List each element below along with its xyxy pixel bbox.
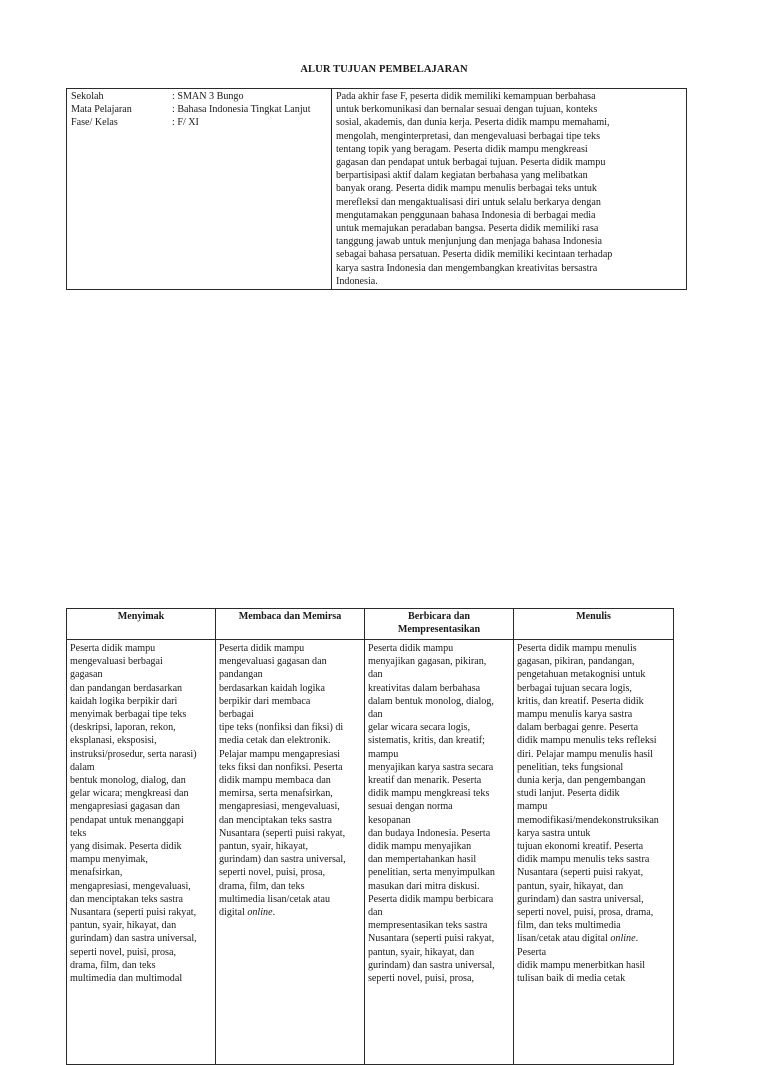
description-line: banyak orang. Peserta didik mampu menulis berbagai teks untuk [336,183,597,195]
column-line: mampu menulis karya sastra [517,709,633,721]
column-line: multimedia dan multimodal [70,973,183,985]
column-line: kreatif dan menarik. Peserta [368,775,482,787]
column-line: dan [368,907,383,919]
column-line: penelitian, teks fungsional [517,761,624,773]
column-line: Peserta didik mampu menulis [517,643,637,654]
elements-table [66,608,674,1065]
column-text [219,642,361,1052]
column-line: dunia kerja, dan pengembangan [517,775,646,787]
column-line: seperti novel, puisi, prosa, [368,973,474,985]
column-line: dan [368,669,383,681]
column-line: didik mampu mengkreasi teks [368,788,490,800]
column-line: dan [368,709,383,721]
column-text [70,642,212,1052]
column-line: mengevaluasi berbagai [70,656,163,668]
column-line: teks fiksi dan nonfiksi. Peserta [219,761,343,773]
column-line: mampu [517,801,548,813]
column-line: didik mampu menulis teks refleksi [517,735,657,747]
info-row [67,89,687,290]
meta-value: : Bahasa Indonesia Tingkat Lanjut [172,104,311,116]
meta-row-subject [71,103,327,116]
column-line: digital online. [219,907,276,919]
online-emphasis: online [247,907,273,919]
column-line: dan menciptakan teks sastra [70,893,183,905]
column-line: drama, film, dan teks [70,959,156,971]
column-line: seperti novel, puisi, prosa, [219,867,325,879]
column-line: didik mampu menerbitkan hasil [517,959,646,971]
column-line: pantun, syair, hikayat, [219,841,309,853]
column-line: berpikir dari membaca [219,695,311,707]
cell-menulis [514,640,674,1065]
info-table [66,88,687,290]
column-line: instruksi/prosedur, serta narasi) [70,748,197,760]
column-line: kritis, dan kreatif. Peserta didik [517,695,644,707]
column-line: dalam [70,761,95,773]
column-line: tulisan baik di media cetak [517,973,626,985]
column-line: teks [70,827,87,839]
column-line: pantun, syair, hikayat, dan [70,920,177,932]
meta-value: : SMAN 3 Bungo [172,91,244,102]
column-line: seperti novel, puisi, prosa, drama, [517,907,654,919]
column-line: pantun, syair, hikayat, dan [517,880,624,892]
header-menyimak: Menyimak [67,609,216,640]
column-line: bentuk monolog, dialog, dan [70,775,186,787]
column-line: lisan/cetak atau digital online. [517,933,639,945]
column-line: kreativitas dalam berbahasa [368,682,481,694]
column-line: karya sastra untuk [517,827,591,839]
description-line: karya sastra Indonesia dan mengembangkan kreativitas bersastra [336,262,598,274]
description-line: tanggung jawab untuk menjunjung dan menjaga bahasa Indonesia [336,236,603,248]
column-line: menyajikan gagasan, pikiran, [368,656,487,668]
column-line: dan budaya Indonesia. Peserta [368,827,491,839]
column-line: mempresentasikan teks sastra [368,920,488,932]
column-line: dalam berbagai genre. Peserta [517,722,639,734]
phase-description-cell [332,89,687,290]
phase-description [336,90,680,288]
column-line: pendapat untuk menanggapi [70,814,184,826]
column-line: berbagai tujuan secara logis, [517,682,632,694]
column-line: Peserta didik mampu [219,643,305,654]
column-line: Nusantara (seperti puisi rakyat, [368,933,495,945]
column-line: sistematis, kritis, dan kreatif; [368,735,485,747]
description-line: Pada akhir fase F, peserta didik memiliki kemampuan berbahasa [336,91,596,102]
column-line: kesopanan [368,814,411,826]
description-line: sosial, akademis, dan dunia kerja. Peserta didik mampu memahami, [336,117,610,129]
document-title: ALUR TUJUAN PEMBELAJARAN [300,64,468,75]
column-line: gelar wicara; mengkreasi dan [70,788,189,800]
column-line: gagasan [70,669,103,681]
meta-label: Mata Pelajaran [71,104,132,116]
column-line: didik mampu menyajikan [368,841,472,853]
column-line: tujuan ekonomi kreatif. Peserta [517,841,644,853]
elements-header-row [67,609,674,640]
column-line: didik mampu membaca dan [219,775,331,787]
column-line: dan pandangan berdasarkan [70,682,183,694]
column-line: seperti novel, puisi, prosa, [70,946,176,958]
column-line: menyimak berbagai tipe teks [70,709,187,721]
column-line: dalam bentuk monolog, dialog, [368,695,494,707]
column-line: media cetak dan elektronik. [219,735,331,747]
column-line: dan menciptakan teks sastra [219,814,332,826]
description-line: berpartisipasi aktif dalam kegiatan berbahasa yang melibatkan [336,170,588,182]
column-line: drama, film, dan teks [219,880,305,892]
column-line: memirsa, serta menafsirkan, [219,788,333,800]
column-line: Peserta [517,946,547,958]
column-text [368,642,510,1052]
column-line: menyajikan karya sastra secara [368,761,494,773]
column-line: Peserta didik mampu berbicara [368,893,494,905]
column-line: mampu [368,748,399,760]
header-berbicara-mempresentasikan: Berbicara dan Mempresentasikan [365,609,514,640]
column-line: pengetahuan metakognisi untuk [517,669,646,681]
column-line: memodifikasi/mendekonstruksikan [517,814,659,826]
elements-content-row [67,640,674,1065]
column-line: pantun, syair, hikayat, dan [368,946,475,958]
column-line: (deskripsi, laporan, rekon, [70,722,176,734]
meta-row-phase [71,116,327,129]
column-line: didik mampu menulis teks sastra [517,854,650,866]
cell-berbicara-mempresentasikan [365,640,514,1065]
description-line: Indonesia. [336,275,378,287]
column-line: gelar wicara secara logis, [368,722,471,734]
column-line: mengevaluasi gagasan dan [219,656,327,668]
column-line: mengapresiasi, mengevaluasi, [219,801,340,813]
column-line: sesuai dengan norma [368,801,453,813]
description-line: untuk memajukan peradaban bangsa. Peserta didik memiliki rasa [336,223,599,235]
column-line: mampu menyimak, [70,854,148,866]
column-line: Nusantara (seperti puisi rakyat, [517,867,644,879]
description-line: mengutamakan penggunaan bahasa Indonesia di berbagai media [336,209,596,221]
column-line: gurindam) dan sastra universal, [517,893,644,905]
column-line: mengapresiasi, mengevaluasi, [70,880,191,892]
column-line: yang disimak. Peserta didik [70,841,182,853]
cell-membaca-memirsa [216,640,365,1065]
column-line: Peserta didik mampu [368,643,454,654]
column-line: Pelajar mampu mengapresiasi [219,748,341,760]
column-line: penelitian, serta menyimpulkan [368,867,495,879]
column-line: film, dan teks multimedia [517,920,621,932]
column-line: kaidah logika berpikir dari [70,695,178,707]
header-menulis: Menulis [514,609,674,640]
column-line: Peserta didik mampu [70,643,156,654]
column-line: Nusantara (seperti puisi rakyat, [70,907,197,919]
column-line: masukan dari mitra diskusi. [368,880,480,892]
column-line: mengapresiasi gagasan dan [70,801,180,813]
column-line: gagasan, pikiran, pandangan, [517,656,635,668]
description-line: merefleksi dan mengaktualisasi diri untuk selalu berkarya dengan [336,196,601,208]
column-line: diri. Pelajar mampu menulis hasil [517,748,653,760]
column-line: berdasarkan kaidah logika [219,682,325,694]
meta-label: Sekolah [71,91,104,102]
column-line: menafsirkan, [70,867,123,879]
description-line: sebagai bahasa persatuan. Peserta didik memiliki kecintaan terhadap [336,249,613,261]
column-line: multimedia lisan/cetak atau [219,893,330,905]
meta-value: : F/ XI [172,117,199,129]
description-line: tentang topik yang beragam. Peserta didik mampu mengkreasi [336,143,588,155]
online-emphasis: online [610,933,636,945]
cell-menyimak [67,640,216,1065]
description-line: gagasan dan pendapat untuk berbagai tujuan. Peserta didik mampu [336,157,606,169]
column-text [517,642,670,1052]
column-line: studi lanjut. Peserta didik [517,788,620,800]
column-line: eksplanasi, eksposisi, [70,735,157,747]
meta-row-school [71,90,327,103]
column-line: pandangan [219,669,263,681]
description-line: untuk berkomunikasi dan bernalar sesuai dengan tujuan, konteks [336,104,598,116]
column-line: gurindam) dan sastra universal, [219,854,346,866]
column-line: berbagai [219,709,254,721]
header-membaca-memirsa: Membaca dan Memirsa [216,609,365,640]
column-line: gurindam) dan sastra universal, [70,933,197,945]
description-line: mengolah, menginterpretasi, dan mengevaluasi berbagai tipe teks [336,130,601,142]
column-line: gurindam) dan sastra universal, [368,959,495,971]
meta-cell [67,89,332,290]
column-line: dan mempertahankan hasil [368,854,477,866]
column-line: tipe teks (nonfiksi dan fiksi) di [219,722,344,734]
column-line: Nusantara (seperti puisi rakyat, [219,827,346,839]
meta-label: Fase/ Kelas [71,117,118,129]
